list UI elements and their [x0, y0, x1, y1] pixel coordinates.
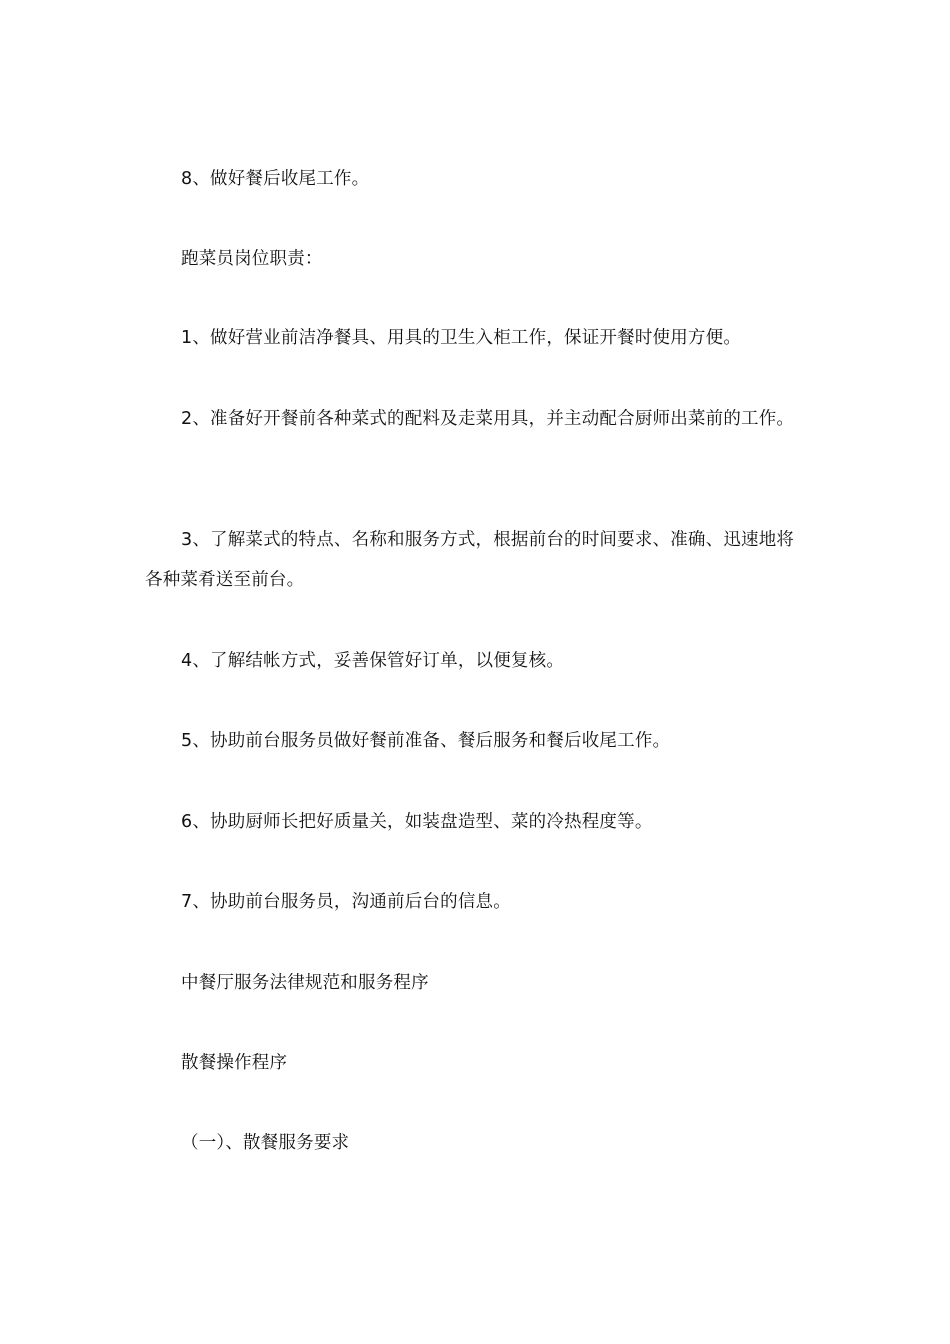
heading-text: （一）、散餐服务要求: [181, 1133, 350, 1153]
paragraph-text: 5、协助前台服务员做好餐前准备、餐后服务和餐后收尾工作。: [181, 731, 671, 751]
paragraph-duty-1: [145, 318, 810, 358]
paragraph-duty-6: [145, 802, 810, 842]
paragraph-text: 1、做好营业前洁净餐具、用具的卫生入柜工作，保证开餐时使用方便。: [181, 328, 742, 348]
paragraph-duty-5: [145, 721, 810, 761]
section-heading-a-la-carte-procedure: [145, 1043, 810, 1083]
paragraph-text: 2、准备好开餐前各种菜式的配料及走菜用具，并主动配合厨师出菜前的工作。: [181, 409, 795, 429]
paragraph-duty-2: [145, 399, 810, 439]
paragraph-text: 8、做好餐后收尾工作。: [181, 169, 370, 189]
paragraph-duty-3: [145, 520, 810, 600]
paragraph-item-8-cleanup: [145, 159, 810, 199]
paragraph-text: 7、协助前台服务员，沟通前后台的信息。: [181, 892, 511, 912]
paragraph-duty-7: [145, 882, 810, 922]
section-heading-restaurant-service: [145, 963, 810, 1003]
section-heading-runner-duties: [145, 239, 810, 279]
section-subheading-service-requirements: [145, 1123, 810, 1163]
paragraph-text: 3、了解菜式的特点、名称和服务方式，根据前台的时间要求、准确、迅速地将各种菜肴送至前台。: [145, 530, 795, 590]
paragraph-text: 4、了解结帐方式，妥善保管好订单，以便复核。: [181, 651, 565, 671]
paragraph-text: 6、协助厨师长把好质量关，如装盘造型、菜的冷热程度等。: [181, 812, 653, 832]
heading-text: 散餐操作程序: [181, 1053, 288, 1073]
heading-text: 中餐厅服务法律规范和服务程序: [181, 973, 429, 993]
heading-text: 跑菜员岗位职责：: [181, 249, 323, 269]
paragraph-duty-4: [145, 641, 810, 681]
